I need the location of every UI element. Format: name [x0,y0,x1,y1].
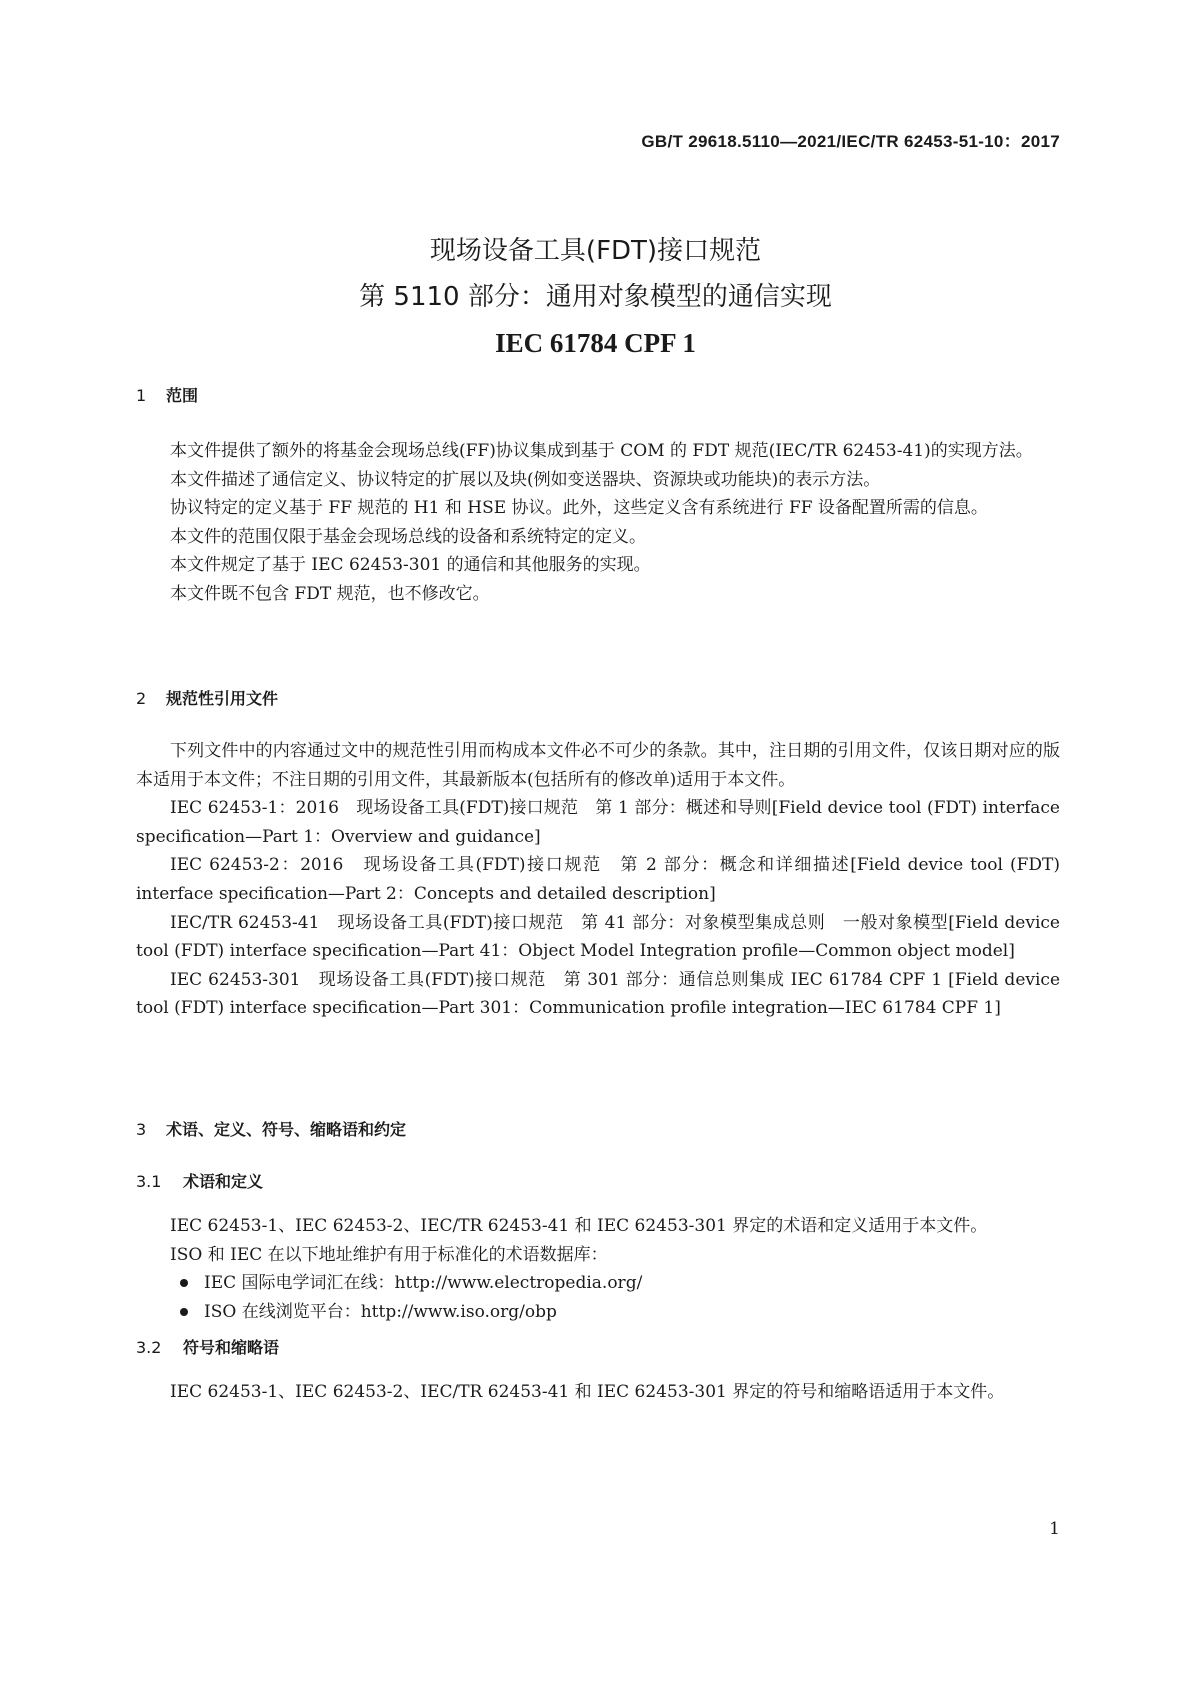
paragraph: 本文件描述了通信定义、协议特定的扩展以及块(例如变送器块、资源块或功能块)的表示方法。 [170,469,881,490]
paragraph: 本文件的范围仅限于基金会现场总线的设备和系统特定的定义。 [170,526,646,547]
section-title: 规范性引用文件 [166,689,279,708]
standard-code: GB/T 29618.5110—2021/IEC/TR 62453-51-10：2017 [641,132,1060,151]
reference-item: IEC/TR 62453-41 现场设备工具(FDT)接口规范 第 41 部分：对象模型集成总则 一般对象模型[Field device tool (FDT) interface specification—Part 41：Object Model Integration profile—Common object model] [136,912,1060,962]
paragraph: 下列文件中的内容通过文中的规范性引用而构成本文件必不可少的条款。其中，注日期的引用文件，仅该日期对应的版本适用于本文件；不注日期的引用文件，其最新版本(包括所有的修改单)适用于本文件。 [136,741,1060,790]
bullet-list [180,1269,642,1326]
title-line-3: IEC 61784 CPF 1 [495,328,696,358]
section-number: 3.1 [136,1172,162,1191]
list-item-text: IEC 国际电学词汇在线：http://www.electropedia.org/ [204,1273,643,1293]
section-3-2-heading [136,1335,279,1358]
paragraph: 本文件提供了额外的将基金会现场总线(FF)协议集成到基于 COM 的 FDT 规范(IEC/TR 62453-41)的实现方法。 [170,441,1033,461]
section-1-body [136,437,1060,609]
document-title [0,228,1191,366]
page-number: 1 [1049,1519,1060,1539]
list-item-text: ISO 在线浏览平台：http://www.iso.org/obp [204,1301,557,1322]
section-3-heading [136,1117,406,1140]
bullet-icon [180,1279,188,1287]
section-title: 符号和缩略语 [183,1338,280,1357]
section-number: 3 [136,1120,147,1139]
section-3-1-body [136,1212,1060,1269]
bullet-icon [180,1308,188,1316]
paragraph: IEC 62453-1、IEC 62453-2、IEC/TR 62453-41 和 IEC 62453-301 界定的符号和缩略语适用于本文件。 [170,1382,1005,1402]
reference-item: IEC 62453-301 现场设备工具(FDT)接口规范 第 301 部分：通信总则集成 IEC 61784 CPF 1 [Field device tool (FDT) interface specification—Part 301：Communication profile integration—IEC 61784 CPF 1] [136,969,1060,1019]
paragraph: ISO 和 IEC 在以下地址维护有用于标准化的术语数据库： [170,1244,608,1265]
section-2-body [136,737,1060,1023]
title-line-2: 第 5110 部分：通用对象模型的通信实现 [359,282,832,312]
section-1-heading [136,383,198,406]
list-item [180,1269,642,1298]
section-3-2-body [136,1378,1060,1407]
paragraph: 本文件既不包含 FDT 规范，也不修改它。 [170,583,490,604]
section-number: 2 [136,689,147,708]
section-2-heading [136,686,278,709]
paragraph: IEC 62453-1、IEC 62453-2、IEC/TR 62453-41 和 IEC 62453-301 界定的术语和定义适用于本文件。 [170,1216,988,1236]
section-number: 1 [136,386,147,405]
list-item [180,1298,642,1327]
reference-item: IEC 62453-1：2016 现场设备工具(FDT)接口规范 第 1 部分：概述和导则[Field device tool (FDT) interface specification—Part 1：Overview and guidance] [136,798,1060,847]
paragraph: 协议特定的定义基于 FF 规范的 H1 和 HSE 协议。此外，这些定义含有系统进行 FF 设备配置所需的信息。 [170,498,988,519]
reference-item: IEC 62453-2：2016 现场设备工具(FDT)接口规范 第 2 部分：概念和详细描述[Field device tool (FDT) interface specification—Part 2：Concepts and detailed description] [136,855,1060,904]
section-3-1-heading [136,1169,263,1192]
section-number: 3.2 [136,1338,162,1357]
section-title: 术语和定义 [183,1172,264,1191]
section-title: 术语、定义、符号、缩略语和约定 [166,1120,407,1139]
section-title: 范围 [166,386,199,405]
paragraph: 本文件规定了基于 IEC 62453-301 的通信和其他服务的实现。 [170,555,651,576]
title-line-1: 现场设备工具(FDT)接口规范 [429,236,762,266]
